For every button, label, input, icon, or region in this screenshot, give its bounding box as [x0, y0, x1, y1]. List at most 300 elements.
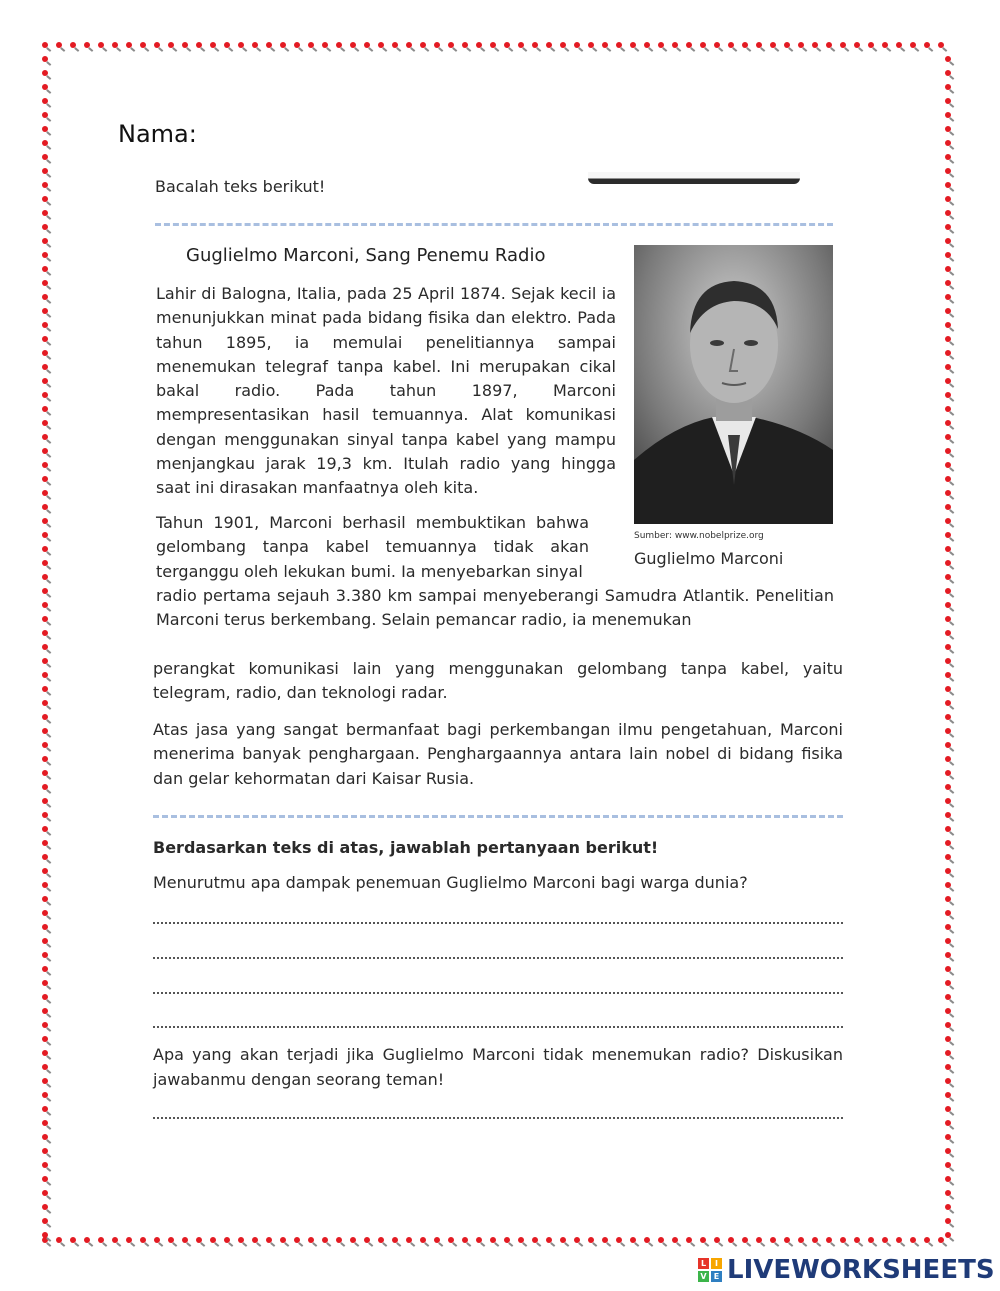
border-pin-icon [945, 854, 951, 860]
border-pin-icon [42, 504, 48, 510]
border-pin-icon [945, 938, 951, 944]
border-pin-icon [42, 1078, 48, 1084]
logo-text: LIVEWORKSHEETS [727, 1255, 995, 1285]
border-pin-icon [945, 280, 951, 286]
border-pin-icon [945, 546, 951, 552]
border-pin-icon [945, 658, 951, 664]
answer-line-1[interactable] [153, 922, 843, 924]
border-pin-icon [462, 1237, 468, 1243]
border-pin-icon [490, 1237, 496, 1243]
border-pin-icon [42, 868, 48, 874]
border-pin-icon [182, 1237, 188, 1243]
border-pin-icon [140, 1237, 146, 1243]
border-pin-icon [42, 910, 48, 916]
border-pin-icon [945, 994, 951, 1000]
border-pin-icon [42, 658, 48, 664]
border-pin-icon [924, 1237, 930, 1243]
border-pin-icon [294, 1237, 300, 1243]
border-pin-icon [98, 42, 104, 48]
border-pin-icon [406, 1237, 412, 1243]
border-pin-icon [938, 42, 944, 48]
border-pin-icon [350, 1237, 356, 1243]
border-pin-icon [42, 1148, 48, 1154]
border-pin-icon [42, 1204, 48, 1210]
border-pin-icon [70, 1237, 76, 1243]
border-pin-icon [364, 42, 370, 48]
border-pin-icon [56, 42, 62, 48]
border-pin-icon [406, 42, 412, 48]
border-pin-icon [945, 1232, 951, 1238]
border-pin-icon [616, 42, 622, 48]
border-pin-icon [42, 476, 48, 482]
border-pin-icon [224, 42, 230, 48]
border-pin-icon [756, 1237, 762, 1243]
border-pin-icon [546, 1237, 552, 1243]
decorative-bar [588, 172, 800, 184]
border-pin-icon [42, 448, 48, 454]
border-pin-icon [140, 42, 146, 48]
border-pin-icon [868, 1237, 874, 1243]
liveworksheets-logo [698, 1255, 995, 1285]
logo-letter: V [698, 1271, 709, 1282]
border-pin-icon [532, 1237, 538, 1243]
border-pin-icon [945, 826, 951, 832]
border-pin-icon [945, 322, 951, 328]
border-pin-icon [945, 896, 951, 902]
border-pin-icon [42, 840, 48, 846]
border-pin-icon [42, 1176, 48, 1182]
border-pin-icon [728, 42, 734, 48]
border-pin-icon [336, 42, 342, 48]
border-pin-icon [714, 1237, 720, 1243]
border-pin-icon [945, 98, 951, 104]
border-pin-icon [42, 1162, 48, 1168]
border-pin-icon [945, 490, 951, 496]
border-pin-icon [945, 532, 951, 538]
border-pin-icon [42, 98, 48, 104]
border-pin-icon [945, 1078, 951, 1084]
border-pin-icon [504, 42, 510, 48]
border-pin-icon [280, 42, 286, 48]
border-pin-icon [518, 1237, 524, 1243]
name-label: Nama: [118, 120, 197, 148]
border-pin-icon [945, 378, 951, 384]
border-pin-icon [826, 1237, 832, 1243]
logo-letter: I [711, 1258, 722, 1269]
border-pin-icon [294, 42, 300, 48]
border-pin-icon [742, 42, 748, 48]
border-pin-icon [308, 1237, 314, 1243]
border-pin-icon [602, 42, 608, 48]
border-pin-icon [945, 924, 951, 930]
border-pin-icon [700, 1237, 706, 1243]
border-pin-icon [945, 882, 951, 888]
border-pin-icon [448, 1237, 454, 1243]
border-pin-icon [945, 210, 951, 216]
border-pin-icon [42, 1232, 48, 1238]
border-pin-icon [945, 448, 951, 454]
border-pin-icon [945, 630, 951, 636]
border-pin-icon [266, 1237, 272, 1243]
border-pin-icon [756, 42, 762, 48]
border-pin-icon [42, 336, 48, 342]
border-pin-icon [42, 728, 48, 734]
border-pin-icon [112, 1237, 118, 1243]
border-pin-icon [945, 70, 951, 76]
border-pin-icon [812, 42, 818, 48]
border-pin-icon [945, 700, 951, 706]
border-pin-icon [910, 1237, 916, 1243]
border-pin-icon [924, 42, 930, 48]
logo-letter: L [698, 1258, 709, 1269]
border-pin-icon [42, 252, 48, 258]
answer-line-4[interactable] [153, 1026, 843, 1028]
border-pin-icon [532, 42, 538, 48]
border-pin-icon [945, 140, 951, 146]
border-pin-icon [945, 742, 951, 748]
border-pin-icon [42, 1190, 48, 1196]
border-pin-icon [616, 1237, 622, 1243]
border-pin-icon [945, 224, 951, 230]
border-pin-icon [945, 644, 951, 650]
border-pin-icon [42, 434, 48, 440]
border-pin-icon [945, 952, 951, 958]
border-pin-icon [945, 1176, 951, 1182]
border-pin-icon [42, 644, 48, 650]
border-pin-icon [882, 1237, 888, 1243]
border-pin-icon [742, 1237, 748, 1243]
border-pin-icon [945, 266, 951, 272]
border-pin-icon [42, 308, 48, 314]
article-paragraph-1: Lahir di Balogna, Italia, pada 25 April 1874. Sejak kecil ia menunjukkan minat pada bidang fisika dan elektro. Pada tahun 1895, ia memulai penelitiannya sampai menemukan telegraf tanpa kabel. Ini merupakan cikal bakal radio. Pada tahun 1897, Marconi mempresentasikan hasil temuannya. Alat komunikasi dengan menggunakan sinyal tanpa kabel yang mampu menjangkau jarak 19,3 km. Itulah radio yang hingga saat ini dirasakan manfaatnya oleh kita. [156, 284, 616, 498]
border-pin-icon [266, 42, 272, 48]
border-pin-icon [42, 616, 48, 622]
border-pin-icon [784, 42, 790, 48]
border-pin-icon [945, 168, 951, 174]
border-pin-icon [945, 868, 951, 874]
border-pin-icon [42, 182, 48, 188]
border-pin-icon [945, 518, 951, 524]
border-pin-icon [42, 924, 48, 930]
border-pin-icon [42, 966, 48, 972]
border-pin-icon [945, 364, 951, 370]
border-pin-icon [945, 112, 951, 118]
border-pin-icon [588, 42, 594, 48]
border-pin-icon [476, 1237, 482, 1243]
border-pin-icon [42, 1106, 48, 1112]
border-pin-icon [945, 434, 951, 440]
question-1: Menurutmu apa dampak penemuan Guglielmo Marconi bagi warga dunia? [153, 873, 748, 892]
article-title: Guglielmo Marconi, Sang Penemu Radio [186, 245, 546, 266]
border-pin-icon [42, 168, 48, 174]
border-pin-icon [42, 364, 48, 370]
border-pin-icon [42, 560, 48, 566]
border-pin-icon [945, 1050, 951, 1056]
border-pin-icon [70, 42, 76, 48]
answer-line-2[interactable] [153, 957, 843, 959]
question-2: Apa yang akan terjadi jika Guglielmo Marconi tidak menemukan radio? Diskusikan jawabanmu dengan seorang teman! [153, 1045, 843, 1089]
border-pin-icon [945, 966, 951, 972]
border-pin-icon [945, 1190, 951, 1196]
border-pin-icon [945, 602, 951, 608]
border-pin-icon [42, 112, 48, 118]
border-pin-icon [945, 350, 951, 356]
border-pin-icon [42, 1120, 48, 1126]
border-pin-icon [378, 42, 384, 48]
border-pin-icon [336, 1237, 342, 1243]
border-pin-icon [945, 798, 951, 804]
border-pin-icon [42, 938, 48, 944]
border-pin-icon [42, 882, 48, 888]
border-pin-icon [945, 1218, 951, 1224]
border-pin-icon [854, 1237, 860, 1243]
border-pin-icon [392, 42, 398, 48]
border-pin-icon [714, 42, 720, 48]
border-pin-icon [42, 406, 48, 412]
border-pin-icon [826, 42, 832, 48]
border-pin-icon [945, 756, 951, 762]
border-pin-icon [280, 1237, 286, 1243]
border-pin-icon [945, 1162, 951, 1168]
border-pin-icon [945, 252, 951, 258]
border-pin-icon [42, 784, 48, 790]
border-pin-icon [574, 42, 580, 48]
border-pin-icon [84, 42, 90, 48]
border-pin-icon [784, 1237, 790, 1243]
border-pin-icon [252, 1237, 258, 1243]
border-pin-icon [700, 42, 706, 48]
border-pin-icon [945, 728, 951, 734]
border-pin-icon [42, 714, 48, 720]
divider-bottom [153, 815, 843, 818]
border-pin-icon [42, 630, 48, 636]
border-pin-icon [210, 1237, 216, 1243]
border-pin-icon [378, 1237, 384, 1243]
border-pin-icon [840, 42, 846, 48]
border-pin-icon [945, 126, 951, 132]
border-pin-icon [154, 1237, 160, 1243]
border-pin-icon [42, 742, 48, 748]
border-pin-icon [518, 42, 524, 48]
border-pin-icon [798, 1237, 804, 1243]
border-pin-icon [798, 42, 804, 48]
border-pin-icon [42, 210, 48, 216]
border-pin-icon [945, 336, 951, 342]
border-pin-icon [42, 1218, 48, 1224]
border-pin-icon [42, 798, 48, 804]
reading-instruction: Bacalah teks berikut! [155, 177, 326, 196]
border-pin-icon [945, 1120, 951, 1126]
article-paragraph-2-part-2: radio pertama sejauh 3.380 km sampai menyeberangi Samudra Atlantik. Penelitian Marconi terus berkembang. Selain pemancar radio, ia menemukan [156, 586, 834, 630]
border-pin-icon [196, 1237, 202, 1243]
border-pin-icon [945, 672, 951, 678]
border-pin-icon [945, 462, 951, 468]
border-pin-icon [945, 560, 951, 566]
border-pin-icon [196, 42, 202, 48]
border-pin-icon [42, 490, 48, 496]
border-pin-icon [945, 686, 951, 692]
border-pin-icon [112, 42, 118, 48]
border-pin-icon [42, 574, 48, 580]
border-pin-icon [945, 56, 951, 62]
border-pin-icon [945, 1008, 951, 1014]
border-pin-icon [504, 1237, 510, 1243]
border-pin-icon [42, 588, 48, 594]
border-pin-icon [210, 42, 216, 48]
border-pin-icon [42, 686, 48, 692]
border-pin-icon [945, 1134, 951, 1140]
border-pin-icon [42, 1050, 48, 1056]
border-pin-icon [42, 350, 48, 356]
border-pin-icon [42, 1008, 48, 1014]
border-pin-icon [42, 140, 48, 146]
border-pin-icon [672, 1237, 678, 1243]
border-pin-icon [938, 1237, 944, 1243]
border-pin-icon [448, 42, 454, 48]
border-pin-icon [945, 980, 951, 986]
border-pin-icon [42, 994, 48, 1000]
border-pin-icon [945, 812, 951, 818]
border-pin-icon [42, 196, 48, 202]
border-pin-icon [126, 1237, 132, 1243]
article-paragraph-2-part-1: Tahun 1901, Marconi berhasil membuktikan bahwa gelombang tanpa kabel temuannya tidak akan terganggu oleh lekukan bumi. Ia menyebarkan sinyal [156, 513, 589, 581]
border-pin-icon [945, 1036, 951, 1042]
border-pin-icon [42, 700, 48, 706]
border-pin-icon [945, 1106, 951, 1112]
border-pin-icon [42, 294, 48, 300]
border-pin-icon [42, 70, 48, 76]
border-pin-icon [42, 952, 48, 958]
border-pin-icon [945, 406, 951, 412]
border-pin-icon [42, 1022, 48, 1028]
border-pin-icon [42, 826, 48, 832]
border-pin-icon [462, 42, 468, 48]
questions-heading: Berdasarkan teks di atas, jawablah pertanyaan berikut! [153, 838, 659, 857]
border-pin-icon [812, 1237, 818, 1243]
border-pin-icon [560, 1237, 566, 1243]
border-pin-icon [840, 1237, 846, 1243]
border-pin-icon [42, 1092, 48, 1098]
border-pin-icon [42, 56, 48, 62]
border-pin-icon [945, 588, 951, 594]
border-pin-icon [672, 42, 678, 48]
border-pin-icon [420, 42, 426, 48]
border-pin-icon [56, 1237, 62, 1243]
border-pin-icon [945, 1064, 951, 1070]
border-pin-icon [42, 602, 48, 608]
border-pin-icon [252, 42, 258, 48]
border-pin-icon [560, 42, 566, 48]
photo-caption: Guglielmo Marconi [634, 549, 784, 568]
border-pin-icon [630, 1237, 636, 1243]
border-pin-icon [42, 224, 48, 230]
border-pin-icon [945, 84, 951, 90]
border-pin-icon [42, 126, 48, 132]
border-pin-icon [574, 1237, 580, 1243]
border-pin-icon [945, 392, 951, 398]
border-pin-icon [770, 42, 776, 48]
answer-line-3[interactable] [153, 992, 843, 994]
border-pin-icon [868, 42, 874, 48]
border-pin-icon [945, 574, 951, 580]
border-pin-icon [182, 42, 188, 48]
border-pin-icon [98, 1237, 104, 1243]
border-pin-icon [770, 1237, 776, 1243]
border-pin-icon [42, 280, 48, 286]
border-pin-icon [42, 896, 48, 902]
border-pin-icon [42, 518, 48, 524]
border-pin-icon [945, 182, 951, 188]
border-pin-icon [588, 1237, 594, 1243]
border-pin-icon [238, 42, 244, 48]
border-pin-icon [602, 1237, 608, 1243]
answer-line-5[interactable] [153, 1117, 843, 1119]
border-pin-icon [644, 42, 650, 48]
border-pin-icon [910, 42, 916, 48]
border-pin-icon [686, 1237, 692, 1243]
border-pin-icon [42, 1134, 48, 1140]
border-pin-icon [42, 238, 48, 244]
border-pin-icon [42, 672, 48, 678]
border-pin-icon [42, 532, 48, 538]
article-paragraph-3: Atas jasa yang sangat bermanfaat bagi perkembangan ilmu pengetahuan, Marconi menerima banyak penghargaan. Penghargaannya antara lain nobel di bidang fisika dan gelar kehormatan dari Kaisar Rusia. [153, 720, 843, 788]
border-pin-icon [420, 1237, 426, 1243]
border-pin-icon [42, 812, 48, 818]
border-pin-icon [42, 462, 48, 468]
border-pin-icon [945, 910, 951, 916]
border-pin-icon [490, 42, 496, 48]
border-pin-icon [42, 392, 48, 398]
border-pin-icon [945, 420, 951, 426]
border-pin-icon [896, 1237, 902, 1243]
border-pin-icon [896, 42, 902, 48]
border-pin-icon [42, 42, 48, 48]
border-pin-icon [364, 1237, 370, 1243]
border-pin-icon [945, 714, 951, 720]
border-pin-icon [308, 42, 314, 48]
border-pin-icon [42, 84, 48, 90]
border-pin-icon [168, 1237, 174, 1243]
border-pin-icon [42, 266, 48, 272]
border-pin-icon [945, 784, 951, 790]
border-pin-icon [630, 42, 636, 48]
border-pin-icon [434, 1237, 440, 1243]
border-pin-icon [224, 1237, 230, 1243]
border-pin-icon [945, 840, 951, 846]
border-pin-icon [945, 196, 951, 202]
border-pin-icon [945, 238, 951, 244]
divider-top [155, 223, 833, 226]
border-pin-icon [945, 770, 951, 776]
border-pin-icon [945, 476, 951, 482]
border-pin-icon [350, 42, 356, 48]
border-pin-icon [945, 1204, 951, 1210]
border-pin-icon [42, 854, 48, 860]
border-pin-icon [42, 378, 48, 384]
border-pin-icon [945, 308, 951, 314]
border-pin-icon [945, 1022, 951, 1028]
border-pin-icon [42, 546, 48, 552]
border-pin-icon [945, 154, 951, 160]
border-pin-icon [686, 42, 692, 48]
border-pin-icon [728, 1237, 734, 1243]
logo-letter: E [711, 1271, 722, 1282]
article-paragraph-2-part-3: perangkat komunikasi lain yang menggunakan gelombang tanpa kabel, yaitu telegram, radio, dan teknologi radar. [153, 659, 843, 703]
border-pin-icon [42, 322, 48, 328]
border-pin-icon [84, 1237, 90, 1243]
border-pin-icon [945, 504, 951, 510]
border-pin-icon [238, 1237, 244, 1243]
